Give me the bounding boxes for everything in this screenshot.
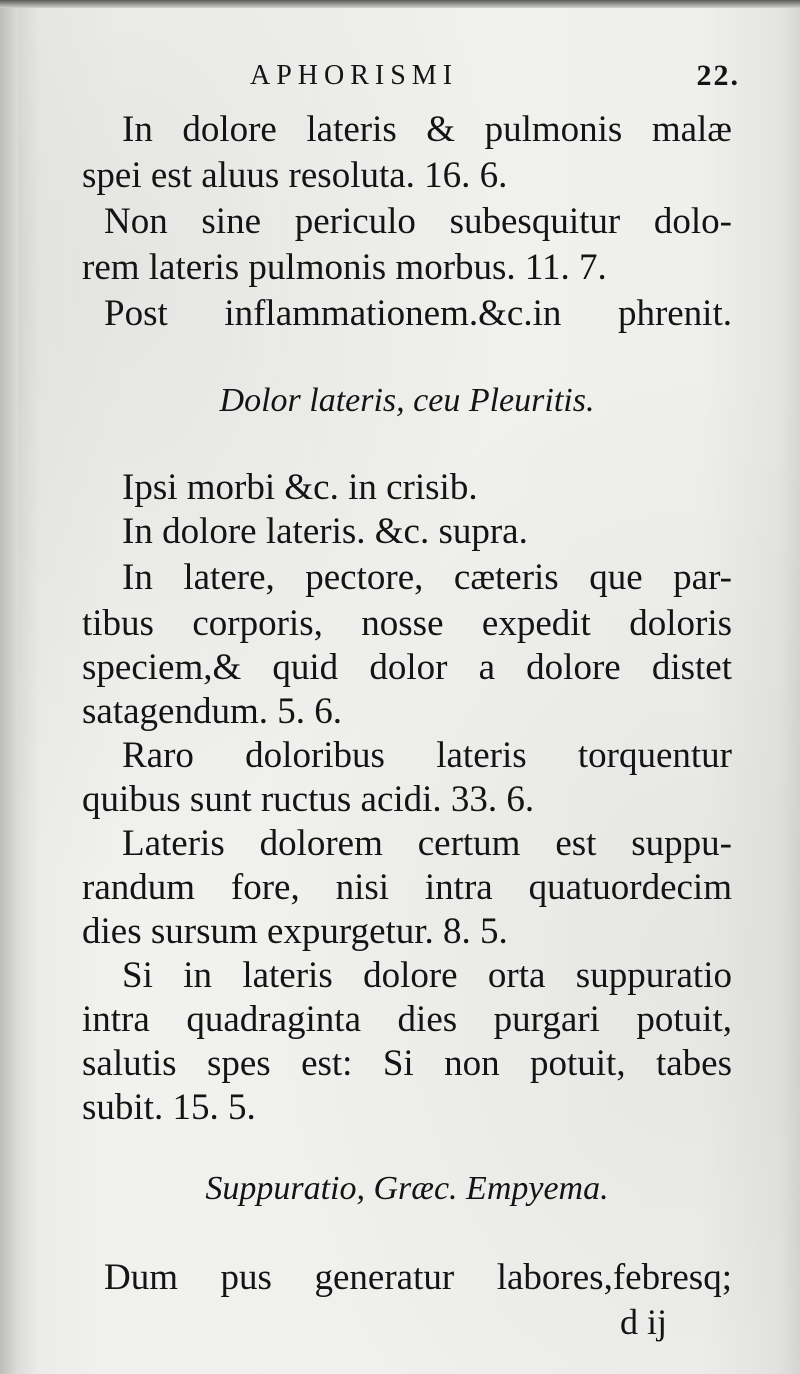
text-line: rem lateris pulmonis morbus. 11. 7. [82, 247, 607, 288]
text-line: intra quadraginta dies purgari potuit, [82, 999, 732, 1040]
section-heading-pleuritis: Dolor lateris, ceu Pleuritis. [219, 382, 595, 419]
text-line: Raro doloribus lateris torquentur [122, 735, 732, 776]
text-line: In latere, pectore, cæteris que par- [122, 557, 732, 598]
page-edge-shadow [0, 0, 18, 1374]
text-line: subit. 15. 5. [82, 1087, 256, 1128]
text-line: satagendum. 5. 6. [82, 691, 342, 732]
text-line: Non sine periculo subesquitur dolo- [104, 201, 732, 242]
running-title: APHORISMI [250, 60, 459, 91]
text-line: Lateris dolorem certum est suppu- [122, 823, 732, 864]
text-line: tibus corporis, nosse expedit doloris [82, 603, 732, 644]
text-line: Si in lateris dolore orta suppuratio [122, 955, 732, 996]
page-header [250, 58, 740, 98]
text-line: In dolore lateris. &c. supra. [122, 511, 528, 552]
text-line: speciem,& quid dolor a dolore distet [82, 647, 732, 688]
text-line: dies sursum expurgetur. 8. 5. [82, 911, 508, 952]
page-number: 22. [696, 59, 740, 92]
signature-mark: d ij [620, 1302, 668, 1342]
text-line: salutis spes est: Si non potuit, tabes [82, 1043, 732, 1084]
text-line: Dum pus generatur labores,febresq; [104, 1257, 732, 1298]
section-heading-empyema: Suppuratio, Græc. Empyema. [205, 1170, 609, 1207]
text-line: quibus sunt ructus acidi. 33. 6. [82, 779, 535, 820]
text-line: spei est aluus resoluta. 16. 6. [82, 155, 508, 196]
text-line: In dolore lateris & pulmonis malæ [122, 109, 732, 150]
page-top-edge [0, 0, 800, 8]
text-line: Post inflammationem.&c.in phrenit. [104, 293, 732, 334]
text-line: randum fore, nisi intra quatuordecim [82, 867, 732, 908]
text-line: Ipsi morbi &c. in crisib. [122, 467, 478, 508]
